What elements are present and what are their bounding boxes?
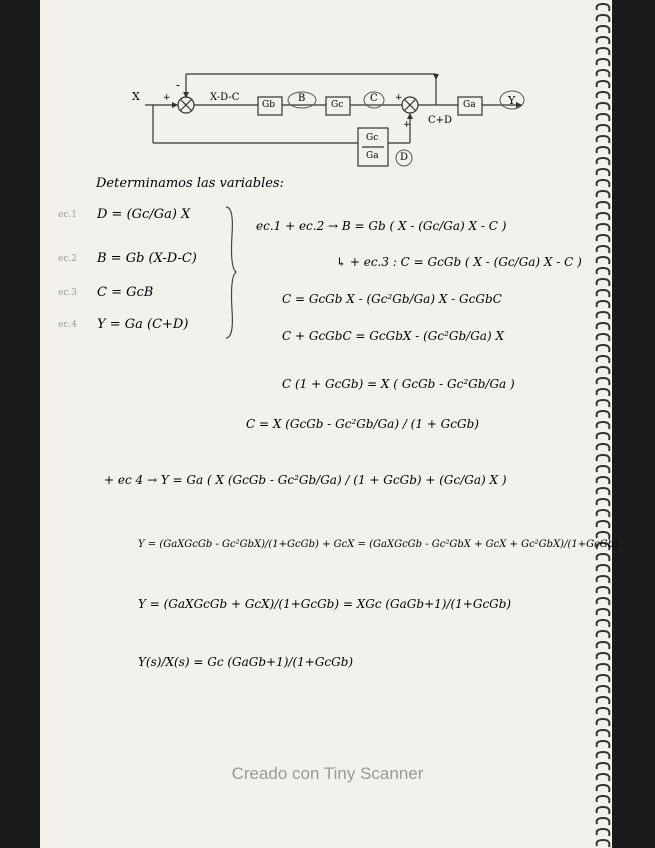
spiral-coil	[597, 565, 610, 572]
spiral-coil	[597, 301, 610, 308]
derivation-9: Y = (GaXGcGb + GcX)/(1+GcGb) = XGc (GaGb+1)/(1+GcGb)	[138, 597, 512, 611]
eq-tag-2: ec.2	[58, 254, 77, 264]
spiral-coil	[597, 642, 610, 649]
spiral-coil	[597, 323, 610, 330]
eq-2: B = Gb (X-D-C)	[97, 251, 197, 266]
signal-c-label: C	[370, 93, 378, 104]
spiral-coil	[597, 752, 610, 759]
derivation-2: ↳ + ec.3 : C = GcGb ( X - (Gc/Ga) X - C )	[336, 255, 582, 269]
spiral-coil	[597, 631, 610, 638]
spiral-coil	[597, 279, 610, 286]
watermark: Creado con Tiny Scanner	[231, 764, 424, 783]
eq-tag-4: ec.4	[58, 320, 77, 330]
spiral-coil	[597, 202, 610, 209]
spiral-coil	[597, 389, 610, 396]
spiral-coil	[597, 521, 610, 528]
spiral-coil	[597, 554, 610, 561]
spiral-coil	[597, 345, 610, 352]
spiral-coil	[597, 312, 610, 319]
derivation-6: C = X (GcGb - Gc²Gb/Ga) / (1 + GcGb)	[246, 417, 479, 431]
derivation-1: ec.1 + ec.2 → B = Gb ( X - (Gc/Ga) X - C )	[256, 219, 507, 233]
spiral-coil	[597, 708, 610, 715]
spiral-coil	[597, 433, 610, 440]
block-gc-label: Gc	[331, 100, 344, 110]
spiral-coil	[597, 246, 610, 253]
spiral-coil	[597, 378, 610, 385]
brace	[224, 205, 238, 340]
derivation-5: C (1 + GcGb) = X ( GcGb - Gc²Gb/Ga )	[282, 377, 515, 391]
eq-3: C = GcB	[97, 285, 154, 300]
spiral-coil	[597, 719, 610, 726]
eq-tag-1: ec.1	[58, 210, 77, 220]
plus-sign-3: +	[403, 120, 411, 130]
spiral-coil	[597, 697, 610, 704]
spiral-coil	[597, 224, 610, 231]
derivation-10: Y(s)/X(s) = Gc (GaGb+1)/(1+GcGb)	[138, 655, 354, 669]
spiral-coil	[597, 576, 610, 583]
spiral-coil	[597, 741, 610, 748]
spiral-coil	[597, 510, 610, 517]
spiral-coil	[597, 367, 610, 374]
spiral-coil	[597, 609, 610, 616]
spiral-coil	[597, 620, 610, 627]
spiral-coil	[597, 598, 610, 605]
eq-4: Y = Ga (C+D)	[97, 317, 189, 332]
spiral-coil	[597, 807, 610, 814]
spiral-coil	[597, 686, 610, 693]
spiral-coil	[597, 235, 610, 242]
spiral-coil	[597, 444, 610, 451]
signal-b-label: B	[298, 93, 306, 104]
spiral-coil	[597, 257, 610, 264]
error-label: X-D-C	[210, 92, 240, 103]
spiral-coil	[597, 532, 610, 539]
spiral-coil	[597, 785, 610, 792]
spiral-coil	[597, 587, 610, 594]
plus-sign-1: +	[163, 93, 171, 103]
input-label: X	[132, 90, 140, 103]
spiral-coil	[597, 818, 610, 825]
plus-sign-2: +	[395, 93, 403, 103]
eq-tag-3: ec.3	[58, 288, 77, 298]
block-diagram	[0, 0, 655, 180]
spiral-coil	[597, 730, 610, 737]
spiral-coil	[597, 675, 610, 682]
heading: Determinamos las variables:	[96, 176, 284, 191]
spiral-coil	[597, 290, 610, 297]
eq-1: D = (Gc/Ga) X	[97, 207, 191, 222]
derivation-7: + ec 4 → Y = Ga ( X (GcGb - Gc²Gb/Ga) / (1 + GcGb) + (Gc/Ga) X )	[104, 473, 507, 487]
spiral-coil	[597, 180, 610, 187]
derivation-4: C + GcGbC = GcGbX - (Gc²Gb/Ga) X	[282, 329, 504, 343]
spiral-coil	[597, 466, 610, 473]
spiral-coil	[597, 411, 610, 418]
spiral-coil	[597, 488, 610, 495]
spiral-coil	[597, 191, 610, 198]
spiral-coil	[597, 653, 610, 660]
spiral-coil	[597, 400, 610, 407]
derivation-3: C = GcGb X - (Gc²Gb/Ga) X - GcGbC	[282, 292, 502, 306]
feedback-num-label: Gc	[366, 133, 379, 143]
signal-cd-label: C+D	[428, 115, 453, 126]
spiral-coil	[597, 664, 610, 671]
spiral-coil	[597, 213, 610, 220]
spiral-coil	[597, 334, 610, 341]
spiral-coil	[597, 356, 610, 363]
spiral-coil	[597, 840, 610, 847]
spiral-coil	[597, 796, 610, 803]
feedback-den-label: Ga	[366, 151, 379, 161]
spiral-coil	[597, 455, 610, 462]
spiral-coil	[597, 268, 610, 275]
spiral-coil	[597, 829, 610, 836]
derivation-8: Y = (GaXGcGb - Gc²GbX)/(1+GcGb) + GcX = (GaXGcGb - Gc²GbX + GcX + Gc²GbX)/(1+GcGb)	[138, 539, 618, 550]
signal-d-label: D	[400, 152, 409, 163]
output-label: Y	[508, 94, 516, 107]
block-ga-label: Ga	[463, 100, 476, 110]
spiral-coil	[597, 499, 610, 506]
spiral-coil	[597, 422, 610, 429]
minus-sign: -	[176, 78, 181, 92]
block-gb-label: Gb	[262, 100, 275, 110]
spiral-coil	[597, 477, 610, 484]
